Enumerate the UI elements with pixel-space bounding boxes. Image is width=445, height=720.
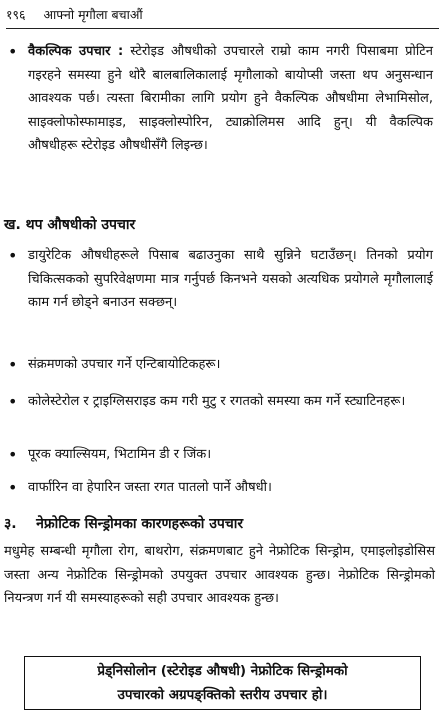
bullet-icon: • xyxy=(8,392,18,411)
header-rule xyxy=(6,28,439,29)
alt-treatment-text: स्टेरोइड औषधीको उपचारले राम्रो काम नगरी पिसाबमा प्रोटिन गइरहने समस्या हुने थोरै बालबालिकालाई मृगौलाको बायोप्सी जस्ता थप अनुसन्धान आवश्यक पर्छ। त्यस्ता बिरामीका लागि प्रयोग हुने वैकल्पिक औषधीमा लेभामिसोल, साइक्लोफोस्फामाइड, साइक्लोस्पोरिन, ट्याक्रोलिमस आदि हुन्। यी वैकल्पिक औषधीहरू स्टेरोइड औषधीसँगै लिइन्छ। xyxy=(28,44,433,153)
running-title: आफ्नो मृगौला बचाऔं xyxy=(43,7,143,22)
list-item xyxy=(8,476,433,500)
alt-treatment-item xyxy=(8,40,433,158)
list-item xyxy=(8,443,433,467)
section-3-heading: ३. नेफ्रोटिक सिन्ड्रोमका कारणहरूको उपचार xyxy=(4,516,244,532)
callout-line-2: उपचारको अग्रपङ्क्तिको स्तरीय उपचार हो। xyxy=(117,687,328,703)
list-item xyxy=(8,244,433,315)
list-item xyxy=(8,390,433,414)
callout-line-1: प्रेड्निसोलोन (स्टेरोइड औषधी) नेफ्रोटिक सिन्ड्रोमको xyxy=(97,663,348,679)
bullet-icon: • xyxy=(8,246,18,265)
list-item-text: डायुरेटिक औषधीहरूले पिसाब बढाउनुका साथै सुन्निने घटाउँछन्। तिनको प्रयोग चिकित्सकको सुपरिवेक्षणमा मात्र गर्नुपर्छ किनभने यसको अत्यधिक प्रयोगले मृगौलालाई काम गर्न छोड्ने बनाउन सक्छन्। xyxy=(28,248,433,310)
list-item-text: वार्फारिन वा हेपारिन जस्ता रगत पातलो पार्ने औषधी। xyxy=(28,480,272,495)
bullet-icon: • xyxy=(8,478,18,497)
section-3-paragraph: मधुमेह सम्बन्धी मृगौला रोग, बाथरोग, संक्रमणबाट हुने नेफ्रोटिक सिन्ड्रोम, एमाइलोइडोसिस जस्ता अन्य नेफ्रोटिक सिन्ड्रोमको उपयुक्त उपचार आवश्यक हुन्छ। नेफ्रोटिक सिन्ड्रोमको नियन्त्रण गर्न यी समस्याहरूको सही उपचार आवश्यक हुन्छ। xyxy=(4,544,435,606)
bullet-icon: • xyxy=(8,445,18,464)
list-item-text: कोलेस्टेरोल र ट्राइग्लिसराइड कम गरी मुटु र रगतको समस्या कम गर्ने स्ट्याटिनहरू। xyxy=(28,394,406,409)
section-kha-heading: ख. थप औषधीको उपचार xyxy=(4,217,136,233)
alt-treatment-lead: वैकल्पिक उपचार : xyxy=(28,44,124,59)
list-item-text: संक्रमणको उपचार गर्ने एन्टिबायोटिकहरू। xyxy=(28,357,221,372)
bullet-icon: • xyxy=(8,42,18,61)
callout-box xyxy=(24,656,421,710)
list-item-text: पूरक क्याल्सियम, भिटामिन डी र जिंक। xyxy=(28,447,212,462)
list-item xyxy=(8,353,433,377)
page-number: १९६ xyxy=(6,7,26,22)
bullet-icon: • xyxy=(8,355,18,374)
